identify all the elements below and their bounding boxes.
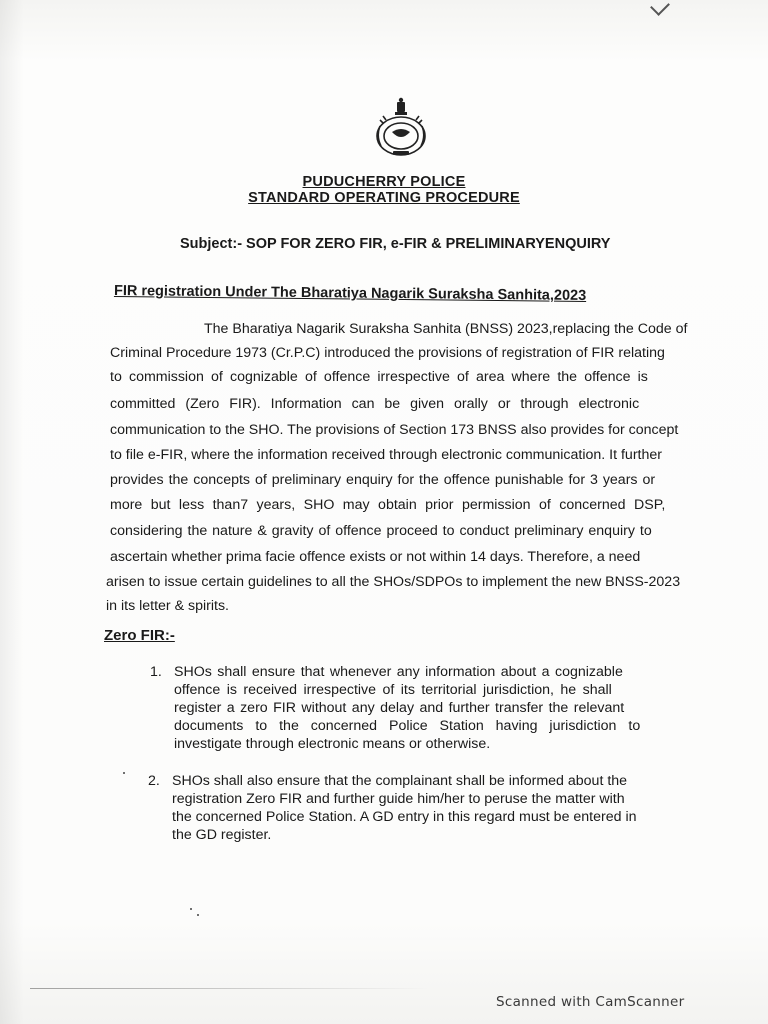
list-item-line: documents to the concerned Police Station having jurisdiction to xyxy=(174,718,641,734)
scan-edge-shadow xyxy=(0,0,24,1024)
list-item-line: SHOs shall also ensure that the complainant shall be informed about the xyxy=(172,773,628,789)
paragraph-line: arisen to issue certain guidelines to all the SHOs/SDPOs to implement the new BNSS-2023 xyxy=(106,574,681,590)
list-item-line: the GD register. xyxy=(172,827,272,843)
list-item-line: register a zero FIR without any delay and further transfer the relevant xyxy=(174,700,625,716)
document-title: PUDUCHERRY POLICE xyxy=(302,174,466,190)
zero-fir-heading: Zero FIR:- xyxy=(104,627,175,644)
paragraph-line: ascertain whether prima facie offence exists or not within 14 days. Therefore, a need xyxy=(110,549,641,565)
list-item-number: 2. xyxy=(148,773,160,789)
paragraph-line: considering the nature & gravity of offence proceed to conduct preliminary enquiry to xyxy=(110,523,652,539)
scan-speck xyxy=(197,914,199,916)
paragraph-line: Criminal Procedure 1973 (Cr.P.C) introduced the provisions of registration of FIR relating xyxy=(110,345,665,361)
list-item-line: SHOs shall ensure that whenever any information about a cognizable xyxy=(174,664,623,680)
scan-speck xyxy=(123,772,125,774)
paragraph-line: committed (Zero FIR). Information can be given orally or through electronic xyxy=(110,396,640,412)
section-heading: FIR registration Under The Bharatiya Nagarik Suraksha Sanhita,2023 xyxy=(113,283,587,304)
scan-bottom-edge xyxy=(30,988,430,989)
list-item-line: offence is received irrespective of its territorial jurisdiction, he shall xyxy=(174,682,612,698)
document-subtitle: STANDARD OPERATING PROCEDURE xyxy=(248,190,520,206)
paragraph-line: to commission of cognizable of offence irrespective of area where the offence is xyxy=(110,369,648,385)
paragraph-line: communication to the SHO. The provisions of Section 173 BNSS also provides for concept xyxy=(110,422,679,438)
corner-tick-mark xyxy=(650,0,670,16)
list-item-line: the concerned Police Station. A GD entry in this regard must be entered in xyxy=(172,809,637,825)
paragraph-line: The Bharatiya Nagarik Suraksha Sanhita (BNSS) 2023,replacing the Code of xyxy=(204,321,688,337)
subject-line: Subject:- SOP FOR ZERO FIR, e-FIR & PRELIMINARYENQUIRY xyxy=(180,236,611,252)
paragraph-line: in its letter & spirits. xyxy=(106,598,229,614)
paragraph-line: more but less than7 years, SHO may obtain prior permission of concerned DSP, xyxy=(110,497,666,513)
list-item-line: investigate through electronic means or otherwise. xyxy=(174,736,491,752)
scanner-watermark: Scanned with CamScanner xyxy=(496,994,685,1010)
list-item-number: 1. xyxy=(150,664,162,680)
list-item-line: registration Zero FIR and further guide him/her to peruse the matter with xyxy=(172,791,625,807)
police-emblem-icon xyxy=(368,96,434,162)
paragraph-line: to file e-FIR, where the information received through electronic communication. It further xyxy=(110,447,662,463)
paragraph-line: provides the concepts of preliminary enquiry for the offence punishable for 3 years or xyxy=(110,472,656,488)
scan-speck xyxy=(190,908,192,910)
